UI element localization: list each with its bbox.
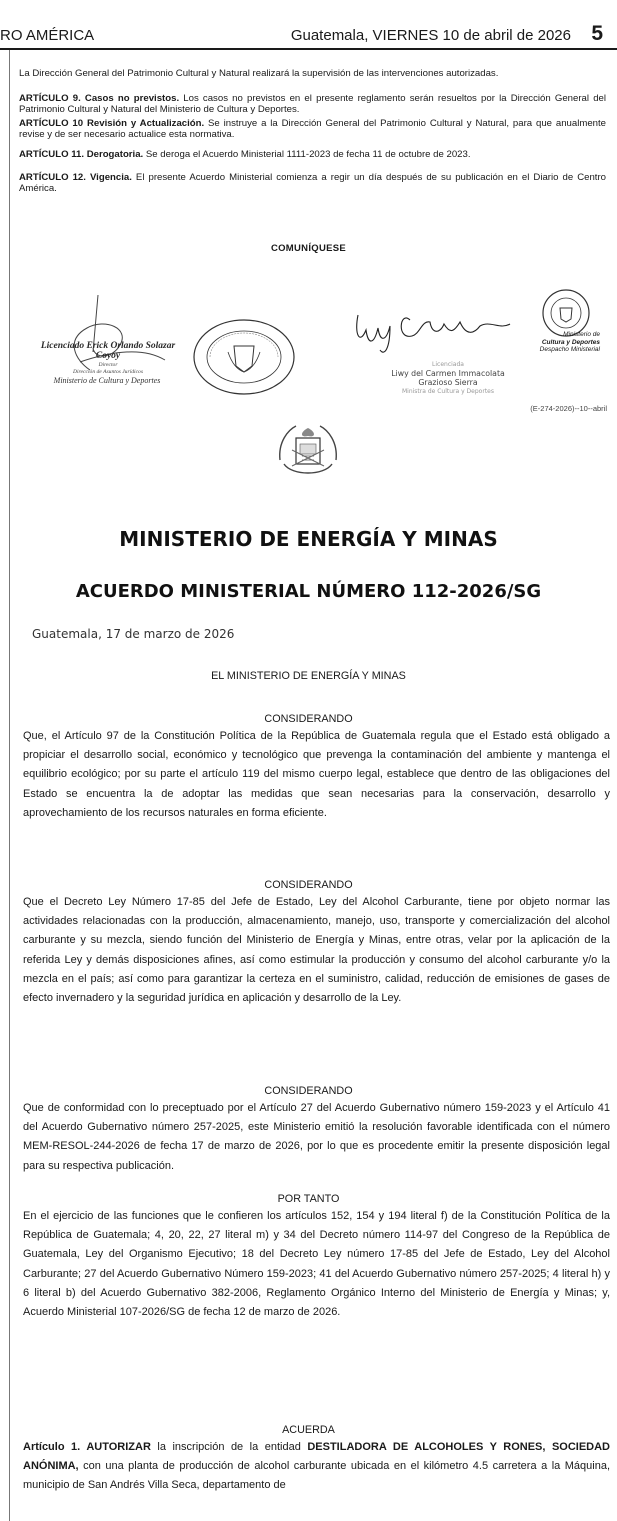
signatory-right-title: Ministra de Cultura y Deportes [401, 388, 494, 395]
header-newspaper-name: RO AMÉRICA [0, 27, 95, 44]
signatory-left-role: Director [98, 362, 118, 368]
acuerdo-title: ACUERDO MINISTERIAL NÚMERO 112-2026/SG [75, 581, 542, 602]
ministry-seal-line1: Ministerio de [563, 331, 600, 338]
article-1-text-b: con una planta de producción de alcohol carburante ubicada en el kilómetro 4.5 carretera a la Máquina, municipio de San Andrés Villa Seca, departamento de [23, 1460, 610, 1492]
article-1-text-a: la inscripción de la entidad [150, 1441, 308, 1453]
article-10-heading: ARTÍCULO 10 Revisión y Actualización. [19, 118, 205, 129]
article-10 [19, 118, 606, 140]
article-intro: La Dirección General del Patrimonio Cultural y Natural realizará la supervisión de las intervenciones autorizadas. [19, 68, 499, 79]
considerando-1-text: Que, el Artículo 97 de la Constitución Política de la República de Guatemala regula que el Estado está obligado a propiciar el desarrollo social, económico y tecnológico que prevenga la contaminación del ambiente y mantenga el equilibrio ecológico; por su parte el artículo 119 del mismo cuerpo legal, establece que dentro de las obligaciones del Estado se encuentra la de adoptar las medidas que sean necesarias para la conservación, desarrollo y aprovechamiento de los recursos naturales en forma eficiente. [23, 730, 610, 819]
signatory-left-office: Dirección de Asuntos Jurídicos [72, 368, 144, 375]
ministry-seal-line3: Despacho Ministerial [539, 346, 600, 353]
header-date: Guatemala, VIERNES 10 de abril de 2026 [290, 27, 571, 44]
signatory-left-title [38, 362, 178, 375]
article-9 [19, 93, 606, 115]
ministry-title: MINISTERIO DE ENERGÍA Y MINAS [119, 527, 498, 551]
publication-reference: (E-274-2026)--10--abril [530, 404, 607, 413]
article-11-body: Se deroga el Acuerdo Ministerial 1111-2023 de fecha 11 de octubre de 2023. [143, 149, 471, 160]
column-rule [9, 50, 10, 1521]
considerando-1-title: CONSIDERANDO [264, 713, 353, 725]
place-date: Guatemala, 17 de marzo de 2026 [32, 627, 235, 641]
acuerda-title: ACUERDA [282, 1424, 335, 1436]
considerando-3-title: CONSIDERANDO [264, 1085, 353, 1097]
considerando-2-text: Que el Decreto Ley Número 17-85 del Jefe de Estado, Ley del Alcohol Carburante, tiene por objeto normar las actividades relacionadas con la producción, almacenamiento, manejo, uso, transporte y comercialización del alcohol carburante y su mezcla, siendo función del Ministerio de Energía y Minas, entre otras, velar por la aplicación de la referida Ley y demás disposiciones afines, así como estimular la producción y consumo del alcohol carburante y/o la mezcla en el país; así como para garantizar la certeza en el suministro, calidad, reducción de emisiones de gases de efecto invernadero y la seguridad jurídica en aplicación y desarrollo de la Ley. [23, 896, 610, 1005]
acuerda-article-1 [23, 1438, 610, 1496]
por-tanto-text: En el ejercicio de las funciones que le confieren los artículos 152, 154 y 194 literal f) de la Constitución Política de la República de Guatemala; 4, 20, 22, 27 literal m) y 34 del Decreto número 114-97 del Congreso de la República de Guatemala, Ley del Organismo Ejecutivo; 18 del Decreto Ley número 17-85 del Jefe de Estado, Ley del Alcohol Carburante; 27 del Acuerdo Gubernativo Número 159-2023; 41 del Acuerdo Gubernativo número 257-2025; 4 literal h) y 6 literal b) del Acuerdo Gubernativo 382-2006, Reglamento Orgánico Interno del Ministerio de Energía y Minas; y, Acuerdo Ministerial 107-2026/SG de fecha 12 de marzo de 2026. [23, 1210, 610, 1319]
signatory-left-name: Licenciado Erick Orlando Solazar Coyoy [40, 341, 176, 361]
signatory-right-prefix: Licenciada [432, 361, 464, 368]
article-12-heading: ARTÍCULO 12. Vigencia. [19, 172, 132, 183]
page-header [0, 0, 617, 50]
comuniquese-heading: COMUNÍQUESE [270, 243, 347, 254]
article-11-heading: ARTÍCULO 11. Derogatoria. [19, 149, 144, 160]
ministry-seal-text [534, 331, 600, 354]
por-tanto-title: POR TANTO [277, 1193, 340, 1205]
article-1-entity: DESTILADORA DE ALCOHOLES Y RONES, SOCIEDAD ANÓNIMA, [23, 1441, 610, 1473]
signatory-right-name-2: Grazioso Sierra [418, 378, 478, 387]
signatory-left-org: Ministerio de Cultura y Deportes [53, 376, 161, 385]
signatory-right-name: Liwy del Carmen Immacolata [391, 369, 505, 378]
guatemala-coat-of-arms-icon [272, 420, 344, 484]
article-10-body: Se instruye a la Dirección General del Patrimonio Cultural y Natural, para que anualmente revise y de ser necesario actualice esta normativa. [19, 118, 606, 140]
ministry-seal-line2: Cultura y Deportes [541, 338, 600, 346]
article-1-heading: Artículo 1. AUTORIZAR [23, 1441, 151, 1453]
juridicos-seal-icon [192, 318, 296, 396]
issuer-line: EL MINISTERIO DE ENERGÍA Y MINAS [211, 670, 406, 682]
article-12 [19, 172, 606, 194]
considerando-2-title: CONSIDERANDO [264, 879, 353, 891]
article-9-body: Los casos no previstos en el presente reglamento serán resueltos por la Dirección General del Patrimonio Cultural y Natural del Ministerio de Cultura y Deportes. [19, 93, 606, 115]
article-12-body: El presente Acuerdo Ministerial comienza a regir un día después de su publicación en el Diario de Centro América. [19, 172, 606, 194]
article-11 [19, 149, 606, 160]
signature-scribble-right [350, 290, 550, 360]
page-number: 5 [591, 22, 603, 45]
considerando-3-text: Que de conformidad con lo preceptuado por el Artículo 27 del Acuerdo Gubernativo número 159-2023 y el Artículo 41 del Acuerdo Gubernativo número 257-2025, este Ministerio emitió la resolución favorable identificada con el número MEM-RESOL-244-2026 de fecha 17 de marzo de 2026, por lo que es procedente emitir la presente disposición legal para su respectiva publicación. [23, 1102, 610, 1172]
signatory-right-block [368, 360, 528, 396]
article-9-heading: ARTÍCULO 9. Casos no previstos. [19, 93, 180, 104]
